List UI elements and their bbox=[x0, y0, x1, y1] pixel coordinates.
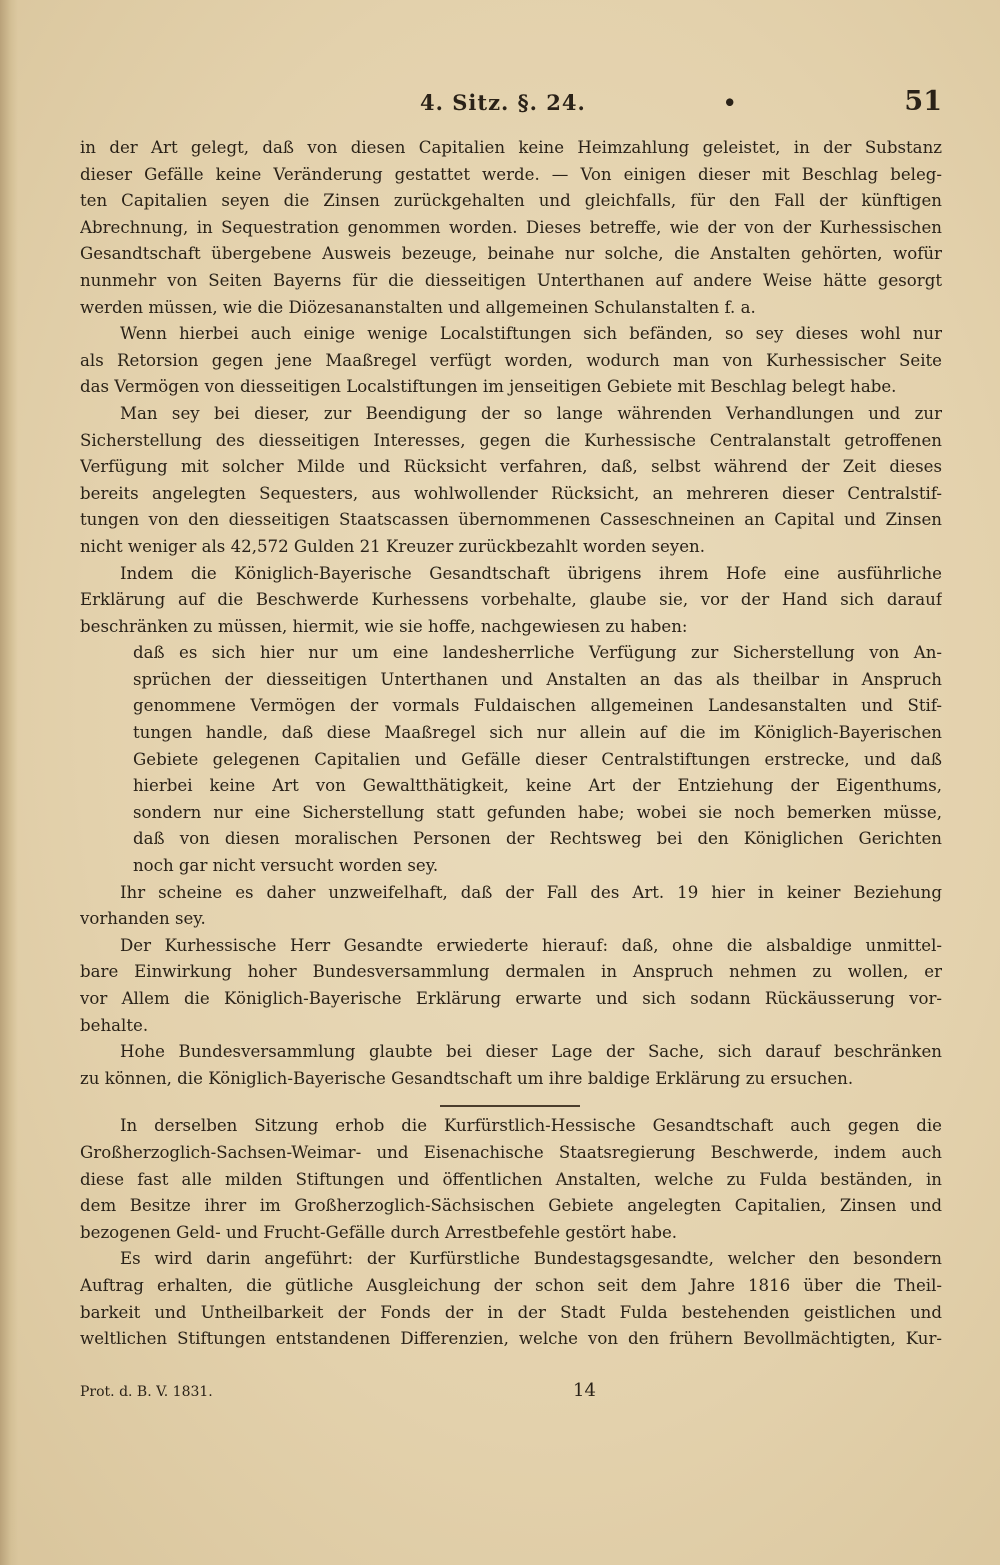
text-line: Verfügung mit solcher Milde und Rücksicht verfahren, daß, selbst während der Zeit dieses bbox=[80, 457, 942, 477]
text-line: diese fast alle milden Stiftungen und öffentlichen Anstalten, welche zu Fulda beständen, in bbox=[80, 1169, 942, 1189]
paragraph bbox=[80, 1113, 942, 1246]
text-line: daß es sich hier nur um eine landesherrliche Verfügung zur Sicherstellung von An- bbox=[133, 643, 942, 663]
paragraph bbox=[80, 135, 942, 321]
text-line: bare Einwirkung hoher Bundesversammlung dermalen in Anspruch nehmen zu wollen, er bbox=[80, 962, 942, 982]
text-line: Es wird darin angeführt: der Kurfürstliche Bundestagsgesandte, welcher den besondern bbox=[120, 1249, 942, 1269]
page-footer bbox=[80, 1380, 942, 1410]
text-line: Hohe Bundesversammlung glaubte bei dieser Lage der Sache, sich darauf beschränken bbox=[120, 1042, 942, 1062]
text-line: in der Art gelegt, daß von diesen Capitalien keine Heimzahlung geleistet, in der Substanz bbox=[80, 138, 942, 157]
text-line: Man sey bei dieser, zur Beendigung der so lange währenden Verhandlungen und zur bbox=[120, 403, 942, 423]
text-line: als Retorsion gegen jene Maaßregel verfügt worden, wodurch man von Kurhessischer Seite bbox=[80, 350, 942, 370]
paragraph bbox=[80, 1246, 942, 1352]
text-line: Auftrag erhalten, die gütliche Ausgleichung der schon seit dem Jahre 1816 über die Theil- bbox=[80, 1275, 942, 1295]
paragraph bbox=[80, 321, 942, 401]
text-line: beschränken zu müssen, hiermit, wie sie hoffe, nachgewiesen zu haben: bbox=[80, 616, 688, 636]
book-spine-shadow bbox=[0, 0, 18, 1565]
text-line: Der Kurhessische Herr Gesandte erwiederte hierauf: daß, ohne die alsbaldige unmittel- bbox=[120, 935, 942, 955]
text-line: vor Allem die Königlich-Bayerische Erklärung erwarte und sich sodann Rückäusserung vor- bbox=[80, 989, 942, 1008]
text-line: Erklärung auf die Beschwerde Kurhessens vorbehalte, glaube sie, vor der Hand sich darauf bbox=[80, 590, 942, 610]
running-head: 4. Sitz. §. 24. bbox=[420, 90, 586, 115]
text-line: zu können, die Königlich-Bayerische Gesandtschaft um ihre baldige Erklärung zu ersuchen. bbox=[80, 1068, 854, 1088]
paragraph bbox=[80, 933, 942, 1039]
text-line: ten Capitalien seyen die Zinsen zurückgehalten und gleichfalls, für den Fall der künftigen bbox=[80, 191, 942, 211]
paragraph bbox=[80, 561, 942, 641]
text-line: sondern nur eine Sicherstellung statt gefunden habe; wobei sie noch bemerken müsse, bbox=[133, 802, 942, 822]
text-line: Abrechnung, in Sequestration genommen worden. Dieses betreffe, wie der von der Kurhessischen bbox=[80, 217, 942, 237]
signature-mark: Prot. d. B. V. 1831. bbox=[80, 1384, 213, 1400]
quoted-paragraph bbox=[80, 640, 942, 879]
text-line: Wenn hierbei auch einige wenige Localstiftungen sich befänden, so sey dieses wohl nur bbox=[120, 324, 942, 344]
text-line: weltlichen Stiftungen entstandenen Differenzien, welche von den frühern Bevollmächtigten, Kur- bbox=[80, 1329, 942, 1349]
text-line: Großherzoglich-Sachsen-Weimar- und Eisenachische Staatsregierung Beschwerde, indem auch bbox=[80, 1142, 942, 1162]
text-line: In derselben Sitzung erhob die Kurfürstlich-Hessische Gesandtschaft auch gegen die bbox=[120, 1116, 942, 1136]
text-line: Ihr scheine es daher unzweifelhaft, daß der Fall des Art. 19 hier in keiner Beziehung bbox=[120, 882, 942, 902]
text-line: bereits angelegten Sequesters, aus wohlwollender Rücksicht, an mehreren dieser Centralstif- bbox=[80, 483, 942, 503]
text-line: werden müssen, wie die Diözesananstalten und allgemeinen Schulanstalten f. a. bbox=[80, 297, 756, 317]
text-line: tungen handle, daß diese Maaßregel sich nur allein auf die im Königlich-Bayerischen bbox=[133, 723, 942, 743]
text-line: noch gar nicht versucht worden sey. bbox=[133, 856, 439, 876]
text-line: behalte. bbox=[80, 1015, 149, 1035]
text-line: Gesandtschaft übergebene Ausweis bezeuge, beinahe nur solche, die Anstalten gehörten, wofür bbox=[80, 244, 942, 264]
text-line: Gebiete gelegenen Capitalien und Gefälle dieser Centralstiftungen erstrecke, und daß bbox=[133, 749, 942, 769]
text-line: hierbei keine Art von Gewaltthätigkeit, keine Art der Entziehung der Eigenthums, bbox=[133, 776, 942, 796]
text-line: bezogenen Geld- und Frucht-Gefälle durch Arrestbefehle gestört habe. bbox=[80, 1222, 678, 1242]
page-number: 51 bbox=[904, 86, 942, 117]
text-line: daß von diesen moralischen Personen der Rechtsweg bei den Königlichen Gerichten bbox=[133, 829, 942, 849]
page-header bbox=[80, 86, 942, 124]
text-line: Sicherstellung des diesseitigen Interesses, gegen die Kurhessische Centralanstalt getroffenen bbox=[80, 430, 942, 450]
paragraph bbox=[80, 1039, 942, 1092]
document-body bbox=[80, 135, 942, 1353]
text-line: tungen von den diesseitigen Staatscassen übernommenen Casseschneinen an Capital und Zinsen bbox=[80, 510, 942, 530]
text-line: genommene Vermögen der vormals Fuldaischen allgemeinen Landesanstalten und Stif- bbox=[133, 696, 942, 716]
sheet-number: 14 bbox=[573, 1380, 596, 1401]
header-dot: • bbox=[723, 90, 737, 115]
text-line: Indem die Königlich-Bayerische Gesandtschaft übrigens ihrem Hofe eine ausführliche bbox=[120, 563, 942, 583]
text-line: dem Besitze ihrer im Großherzoglich-Sächsischen Gebiete angelegten Capitalien, Zinsen und bbox=[80, 1196, 942, 1216]
paragraph bbox=[80, 880, 942, 933]
text-line: nicht weniger als 42,572 Gulden 21 Kreuzer zurückbezahlt worden seyen. bbox=[80, 536, 705, 556]
paragraph bbox=[80, 401, 942, 561]
text-line: das Vermögen von diesseitigen Localstiftungen im jenseitigen Gebiete mit Beschlag belegt habe. bbox=[80, 377, 897, 397]
text-line: barkeit und Untheilbarkeit der Fonds der in der Stadt Fulda bestehenden geistlichen und bbox=[80, 1302, 942, 1322]
section-divider bbox=[440, 1105, 580, 1107]
section-spacer bbox=[80, 1092, 942, 1103]
text-line: vorhanden sey. bbox=[80, 909, 206, 929]
text-line: sprüchen der diesseitigen Unterthanen und Anstalten an das als theilbar in Anspruch bbox=[133, 669, 942, 689]
text-line: dieser Gefälle keine Veränderung gestattet werde. — Von einigen dieser mit Beschlag beleg- bbox=[80, 164, 942, 184]
text-line: nunmehr von Seiten Bayerns für die diesseitigen Unterthanen auf andere Weise hätte gesorgt bbox=[80, 270, 942, 290]
